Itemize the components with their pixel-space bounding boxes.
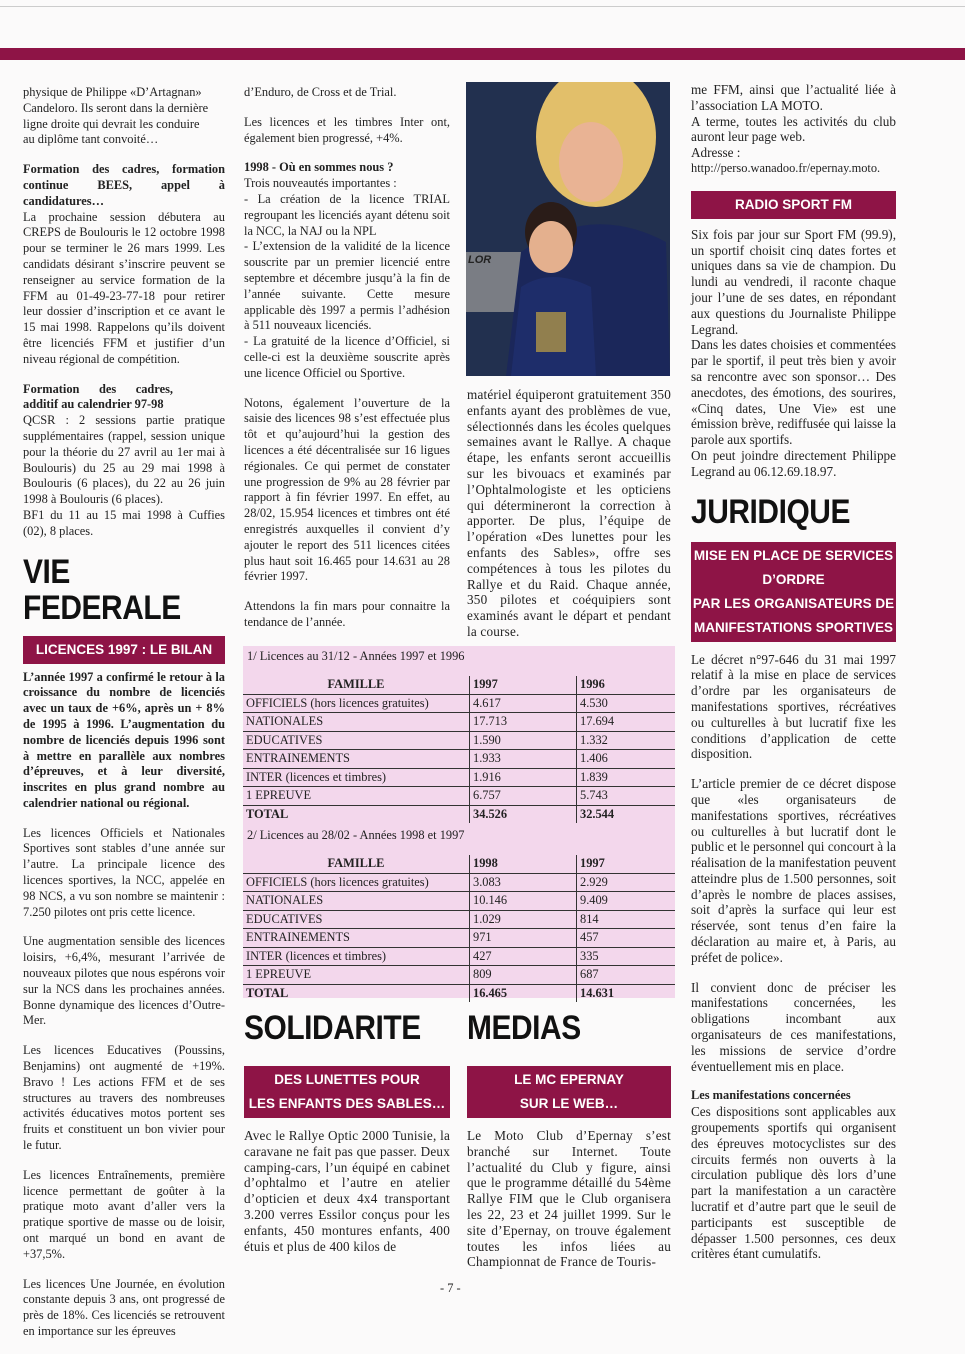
paragraph: Le décret n°97-646 du 31 mai 1997 relatif à la mise en place de services d’ordre par les organisateurs de manifestations sportives, récréatives ou culturelles à but lucratif fixe les conditions d’application de cette disposition.	[691, 651, 896, 762]
cell: 1.406	[577, 750, 676, 769]
solidarite-box	[244, 1066, 450, 1118]
table-row	[243, 873, 675, 892]
paragraph: Six fois par jour sur Sport FM (99.9), un sportif choisit cinq dates fortes et uniques dans sa vie de champion. Du lundi au vendredi, il raconte chaque jour l’une de ses dates, en répondant aux questions du Journaliste Philippe Legrand.	[691, 226, 896, 337]
bees-text: La prochaine session débutera au CREPS de Boulouris le 12 octobre 1998 pour se terminer le 26 mars 1999. Les candidats désirant s’inscrire peuvent se renseigner au service formation de la FFM au 01-49-23-77-18 pour retirer leur dossier d’inscription et ce avant le 15 mai 1998. Rappelons qu’ils doivent être licenciés FFM et justifier d’un niveau régional de compétition.	[23, 209, 225, 366]
paragraph: Le Moto Club d’Epernay s’est branché sur Internet. Toute l’actualité du Club y figure, ainsi que le programme détaillé du 54ème Rallye FIM que le Club organisera les 22, 23 et 24 juillet 1999. Sur le site d’Epernay, on trouve également toutes les infos liées au Championnat de France de Touris-	[467, 1128, 671, 1270]
box-line: D’ORDRE	[762, 571, 825, 587]
cell: 1 EPREUVE	[243, 787, 470, 806]
photo-lettering: LOR	[468, 254, 492, 266]
paragraph: Une augmentation sensible des licences loisirs, +6,4%, mesurant l’arrivée de nouveaux pilotes que nous espérons voir sur la NCS dans les prochaines années. Bonne dynamique des licences d’Outre-Mer.	[23, 934, 225, 1028]
cell: EDUCATIVES	[243, 910, 470, 929]
cell: 1.839	[577, 768, 676, 787]
lead-paragraph: L’année 1997 a confirmé le retour à la croissance du nombre de licenciés avec un taux de +6%, après un + 8% de 1995 à 1996. L’augmentation du nombre de licenciés depuis 1996 sont à mettre en parallèle aux nombres d’épreuves, et à leur diversité, inscrites en plus grand nombre au calendrier national ou régional.	[23, 669, 225, 810]
paragraph: Avec le Rallye Optic 2000 Tunisie, la caravane ne fait pas que passer. Deux camping-cars, l’un équipé en cabinet d’ophtalmo et l’autre en atelier d’opticien et deux 4x4 transportant 3.200 verres Essilor conçus pour les enfants, 450 montures enfants, 400 étuis et plus de 400 kilos de	[244, 1128, 450, 1254]
intro-line: ligne droite qui devrait les conduire	[23, 116, 200, 131]
top-rule	[0, 6, 965, 7]
cell: NATIONALES	[243, 892, 470, 911]
cell: 9.409	[577, 892, 676, 911]
paragraph: Les licences et les timbres Inter ont, également bien progressé, +4%.	[244, 114, 450, 145]
paragraph: L’article premier de ce décret dispose que «les organisateurs de manifestations sportives, récréatives ou culturelles à but lucratif dont le public et le personnel qui concourt à la réalisation de la manifestation peuvent atteindre plus de 1.500 personnes, soit d’après le nombre de places assises, soit d’après la surface qui leur est réservée, sont tenus d’en faire la déclaration au maire et, à Paris, au préfet de police».	[691, 776, 896, 965]
section-title-solidarite: SOLIDARITE	[244, 1009, 421, 1047]
medias-section	[467, 1010, 671, 1284]
cell: 971	[470, 929, 577, 948]
table1-caption: 1/ Licences au 31/12 - Années 1997 et 1996	[247, 649, 465, 663]
header-cell: 1998	[470, 855, 577, 873]
table-licences-1997-1996	[243, 676, 675, 823]
manifestations-heading: Les manifestations concernées	[691, 1088, 851, 1103]
paragraph: Notons, également l’ouverture de la saisie des licences 98 s’est effectuée plus tôt et qu’aujourd’hui la gestion des licences a été décentralisée sur 16 ligues régionales. Ce qui permet de constater une progression de 9% au 28 février par rapport à fin février 1997. En effet, au 28/02, 15.954 licences et timbres ont été enregistrés auxquelles il convient d’y ajouter le report des 511 licences citées plus haut soit 16.465 pour 14.631 au 28 février 1997.	[244, 395, 450, 584]
box-line: SUR LE WEB…	[519, 1096, 619, 1111]
paragraph: d’Enduro, de Cross et de Trial.	[244, 85, 397, 99]
header-cell: FAMILLE	[243, 855, 470, 873]
list-item: - L’extension de la validité de la licence souscrite par un premier licencié entre septembre et décembre jusqu’à la fin de l’année suivante. Cette mesure applicable dès 1997 a permis l’adhésion à 511 nouveaux licenciés.	[244, 239, 450, 333]
table-total-row	[243, 984, 675, 1002]
section-title-vie-federale: VIE FEDERALE	[23, 552, 181, 627]
header-cell: 1997	[577, 855, 676, 873]
table-row	[243, 694, 675, 713]
cell: 1.933	[470, 750, 577, 769]
juridique-box	[691, 542, 896, 642]
paragraph: Les licences Officiels et Nationales Sportives sont stables d’une année sur l’autre. La principale licence des licences sportives, la NCC, appelée en 98 NCS, a vu son nombre se maintenir : 7.250 pilotes ont pris cette licence.	[23, 825, 225, 919]
list-item: - La gratuité de la licence d’Officiel, si celle-ci est la deuxième souscrite après une licence Officiel ou Sportive.	[244, 334, 450, 380]
cell: 17.713	[470, 713, 577, 732]
cell: OFFICIELS (hors licences gratuites)	[243, 873, 470, 892]
header-cell: 1996	[577, 676, 676, 694]
paragraph: Les licences Educatives (Poussins, Benjamins) ont augmenté de +19%. Bravo ! Les actions FFM et de ses structures au travers des nombreuses activités éducatives motos portent ses fruits et constituent un bon vivier pour le futur.	[23, 1043, 225, 1153]
page-number: - 7 -	[440, 1281, 461, 1295]
column-4	[691, 82, 896, 1276]
table-header-row	[243, 855, 675, 873]
table-total-row	[243, 805, 675, 823]
section-title-medias: MEDIAS	[467, 1009, 581, 1047]
paragraph: On peut joindre directement Philippe Legrand au 06.12.69.18.97.	[691, 447, 896, 479]
website-address: http://perso.wanadoo.fr/epernay.moto.	[691, 160, 881, 175]
cell: 32.544	[580, 806, 615, 821]
radio-sport-box: RADIO SPORT FM	[691, 191, 896, 219]
header-cell: FAMILLE	[243, 676, 470, 694]
box-line: MANIFESTATIONS SPORTIVES	[693, 619, 893, 635]
cell: OFFICIELS (hors licences gratuites)	[243, 694, 470, 713]
paragraph: Dans les dates choisies et commentées par le sportif, il peut très bien y avoir sa rencontre avec son sponsor… Des anecdotes, des émotions, des sourires, «Cinq dates, Une Vie» est une émission brève, rediffusée qui laisse la parole aux sportifs.	[691, 337, 896, 448]
cell: 2.929	[577, 873, 676, 892]
section-title-juridique: JURIDIQUE	[691, 492, 850, 531]
cell: 10.146	[470, 892, 577, 911]
intro-line: Candeloro. Ils seront dans la dernière	[23, 100, 209, 115]
table-row	[243, 910, 675, 929]
cell: INTER (licences et timbres)	[243, 947, 470, 966]
cell: 809	[470, 966, 577, 985]
address-label: Adresse :	[691, 145, 741, 161]
table-row	[243, 929, 675, 948]
table-row	[243, 892, 675, 911]
table2-caption: 2/ Licences au 28/02 - Années 1998 et 1997	[247, 828, 465, 842]
cell: ENTRAINEMENTS	[243, 750, 470, 769]
paragraph: Les licences Une Journée, en évolution constante depuis 3 ans, ont progressé de près de 18%. Ces licenciés se retrouvent en importance sur les épreuves	[23, 1276, 225, 1338]
calendar-text: QCSR : 2 sessions partie pratique supplémentaires (rappel, session unique pour la théorie du 27 avril au 1er mai à Boulouris) du 25 au 29 mai 1998 à Boulouris (6 places), du 22 au 26 juin 1998 à Boulouris (6 places).	[23, 413, 225, 507]
paragraph: Attendons la fin mars pour connaitre la tendance de l’année.	[244, 599, 450, 629]
table-row	[243, 731, 675, 750]
paragraph: Il convient donc de préciser les manifestations concernées, les obligations incombant aux organisateurs de ces manifestations, les missions de service d’ordre éventuellement mis en place.	[691, 979, 896, 1074]
cell: 1 EPREUVE	[243, 966, 470, 985]
paragraph: Les licences Entraînements, première licence permettant de goûter à la pratique moto avant d’aller vers la pratique sportive de masse ou de loisir, ont marqué un bond en avant de +37,5%.	[23, 1167, 225, 1261]
cell: 34.526	[470, 805, 577, 823]
cell: 14.631	[580, 985, 615, 1000]
table-row	[243, 750, 675, 769]
column-1	[23, 85, 225, 1354]
cell: 1.916	[470, 768, 577, 787]
photo-illustration	[466, 82, 670, 376]
cell: 427	[470, 947, 577, 966]
list-item: - La création de la licence TRIAL regroupant les licenciés ayant détenu soit la NCC, la NAJ ou la NPL	[244, 191, 450, 238]
paragraph: A terme, toutes les activités du club auront leur page web.	[691, 113, 896, 145]
intro-line: physique de Philippe «D’Artagnan»	[23, 85, 202, 99]
cell: 6.757	[470, 787, 577, 806]
cell: 3.083	[470, 873, 577, 892]
cell: 5.743	[577, 787, 676, 806]
cell: ENTRAINEMENTS	[243, 929, 470, 948]
licences-bilan-box: LICENCES 1997 : LE BILAN	[23, 636, 225, 664]
table-header-row	[243, 676, 675, 694]
cell: 1.029	[470, 910, 577, 929]
cell: INTER (licences et timbres)	[243, 768, 470, 787]
photo-woman-and-boy	[466, 82, 670, 376]
cell: 4.617	[470, 694, 577, 713]
column-2	[244, 85, 450, 645]
solidarite-section	[244, 1010, 450, 1268]
box-line: LES ENFANTS DES SABLES…	[248, 1096, 446, 1111]
cell: 687	[577, 966, 676, 985]
box-line: PAR LES ORGANISATEURS DE	[692, 595, 895, 611]
intro-text	[23, 85, 225, 148]
bees-heading: Formation des cadres, formation continue BEES, appel à candidatures…	[23, 162, 225, 208]
cell: 335	[577, 947, 676, 966]
box-line: DES LUNETTES POUR	[274, 1072, 420, 1087]
cell: TOTAL	[243, 805, 470, 823]
paragraph: Ces dispositions sont applicables aux groupements sportifs qui organisent des épreuves motocyclistes sur des circuits fermés non ouverts à la circulation publique dès lors d’une part la manifestation a un caractère lucratif et d’autre part que le seuil de participants est susceptible de dépasser 1.500 personnes, ces deux critères étant cumulatifs.	[691, 1104, 896, 1262]
medias-box	[467, 1066, 671, 1118]
cell: 4.530	[577, 694, 676, 713]
table-row	[243, 768, 675, 787]
where-text: Trois nouveautés importantes :	[244, 176, 397, 191]
licences-tables	[243, 646, 675, 998]
paragraph: matériel équiperont gratuitement 350 enfants ayant des problèmes de vue, sélectionnés dans les écoles quelques semaines avant le Rallye. A chaque étape, les enfants seront accueillis sur les bivouacs et examinés par l’Ophtalmologiste et les opticiens qui détermineront la correction à apporter. De plus, l’équipe de l’opération «Des lunettes pour les enfants des Sables», offre ses compétences à tous les pilotes du Rallye et du Raid. Chaque année, 350 pilotes et coéquipiers sont examinés avant le départ et pendant la course.	[467, 387, 671, 639]
header-cell: 1997	[470, 676, 577, 694]
paragraph: me FFM, ainsi que l’actualité liée à l’association LA MOTO.	[691, 82, 896, 113]
cell: 1.332	[577, 731, 676, 750]
cell: 17.694	[577, 713, 676, 732]
table-row	[243, 713, 675, 732]
table-row	[243, 947, 675, 966]
cell: NATIONALES	[243, 713, 470, 732]
where-heading: 1998 - Où en sommes nous ?	[244, 160, 394, 175]
box-line: LE MC EPERNAY	[514, 1072, 624, 1087]
cell: 16.465	[470, 984, 577, 1002]
calendar-heading: Formation des cadres, additif au calendrier 97-98	[23, 381, 173, 412]
calendar-text-2: BF1 du 11 au 15 mai 1998 à Cuffies (02), 8 places.	[23, 507, 225, 538]
table-licences-1998-1997	[243, 855, 675, 1002]
box-line: MISE EN PLACE DE SERVICES	[693, 547, 894, 563]
cell: 814	[577, 910, 676, 929]
column-3	[467, 387, 671, 654]
cell: EDUCATIVES	[243, 731, 470, 750]
cell: 1.590	[470, 731, 577, 750]
table-row	[243, 787, 675, 806]
intro-line: au diplôme tant convoité…	[23, 132, 159, 147]
cell: TOTAL	[243, 984, 470, 1002]
cell: 457	[577, 929, 676, 948]
header-band	[0, 48, 965, 60]
table-row	[243, 966, 675, 985]
